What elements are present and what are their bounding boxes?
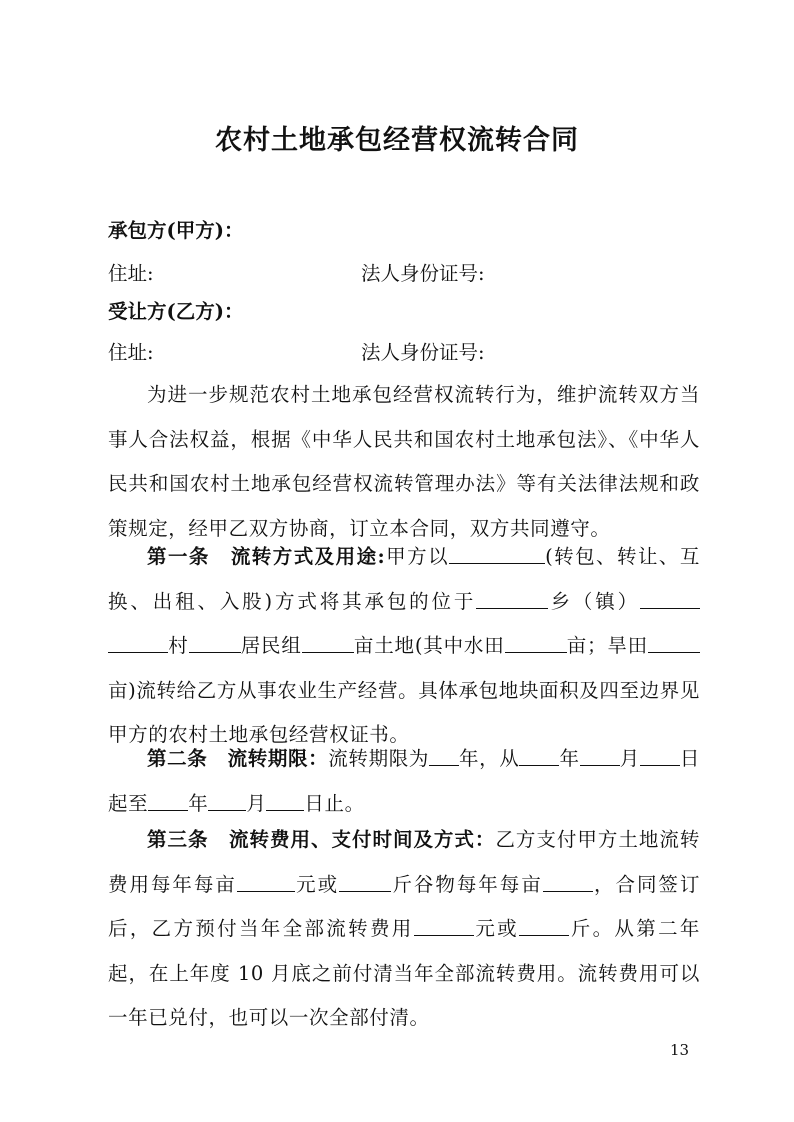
blank-fee-per-mu — [543, 871, 593, 892]
blank-dryland — [648, 632, 700, 653]
article-2-text: 日止。 — [304, 791, 365, 815]
article-1-text: 亩；旱田 — [566, 634, 648, 658]
blank-end-month — [208, 790, 246, 811]
article-3-text: 斤谷物每年每亩 — [391, 872, 543, 896]
article-2-text: 年 — [188, 791, 209, 815]
article-2-text: 月 — [619, 747, 640, 770]
blank-start-month — [580, 745, 620, 766]
blank-method — [449, 543, 545, 564]
article-1 — [108, 535, 700, 758]
blank-prepay-grain — [519, 915, 569, 936]
article-3-text: 乙方支付甲方土地流转费用每年每亩 — [108, 828, 700, 896]
article-1-text: 亩)流转给乙方从事农业生产经营。具体承包地块面积及四至边界见甲方的农村土地承包经营权证书。 — [108, 678, 700, 747]
blank-prepay-yuan — [414, 915, 474, 936]
blank-start-year — [519, 745, 559, 766]
article-1-text: 居民组 — [240, 634, 302, 658]
article-1-text: 甲方以 — [385, 545, 450, 568]
article-2-text: 日起至 — [108, 747, 700, 815]
article-3 — [108, 818, 700, 1041]
blank-start-day — [640, 745, 680, 766]
party-a-info — [108, 260, 698, 288]
blank-township — [476, 588, 548, 609]
party-a-address-label: 住址: — [108, 262, 154, 285]
article-3-text: 元或 — [473, 917, 520, 941]
blank-years — [429, 745, 459, 766]
document-title: 农村土地承包经营权流转合同 — [215, 125, 579, 156]
intro-paragraph: 为进一步规范农村土地承包经营权流转行为，维护流转双方当事人合法权益，根据《中华人民共和国农村土地承包法》、《中华人民共和国农村土地承包经营权流转管理办法》等有关法律法规和政策规定，经甲乙双方协商，订立本合同，双方共同遵守。 — [108, 383, 700, 540]
blank-paddy — [505, 632, 567, 653]
article-1-text: 乡（镇） — [548, 589, 640, 613]
article-2-heading: 第二条 流转期限： — [147, 747, 329, 770]
party-a-id-label: 法人身份证号: — [361, 262, 485, 285]
article-3-heading: 第三条 流转费用、支付时间及方式： — [147, 828, 496, 851]
article-3-text: 斤。从第二年起，在上年度 10 月底之前付清当年全部流转费用。流转费用可以一年已兑付，也可以一次全部付清。 — [108, 917, 700, 1030]
article-1-text: (转包、转让、互换、出租、入股)方式将其承包的位于 — [108, 545, 700, 613]
blank-group — [189, 632, 241, 653]
article-3-text: 元或 — [294, 872, 340, 896]
article-2 — [108, 737, 700, 826]
article-3-text: ，合同签订后，乙方预付当年全部流转费用 — [108, 872, 700, 941]
blank-end-year — [148, 790, 188, 811]
party-a-label: 承包方(甲方)： — [108, 219, 244, 242]
article-1-text: 亩土地(其中水田 — [353, 634, 505, 658]
article-1-text: 村 — [168, 634, 189, 658]
blank-end-day — [266, 790, 304, 811]
article-2-text: 年 — [559, 747, 580, 770]
article-1-heading: 第一条 流转方式及用途: — [147, 545, 386, 568]
page-number: 13 — [670, 1041, 690, 1059]
blank-fee-yuan — [237, 871, 295, 892]
party-b-id-label: 法人身份证号: — [361, 341, 485, 364]
blank-township-name — [640, 588, 700, 609]
article-2-text: 流转期限为 — [328, 747, 429, 770]
article-2-text: 月 — [246, 791, 267, 815]
party-b-address-label: 住址: — [108, 341, 154, 364]
blank-fee-grain — [339, 871, 391, 892]
party-b-label: 受让方(乙方)： — [108, 300, 244, 323]
party-b-info — [108, 339, 698, 367]
article-2-text: 年，从 — [459, 747, 520, 770]
blank-area — [302, 632, 354, 653]
blank-village — [108, 632, 168, 653]
